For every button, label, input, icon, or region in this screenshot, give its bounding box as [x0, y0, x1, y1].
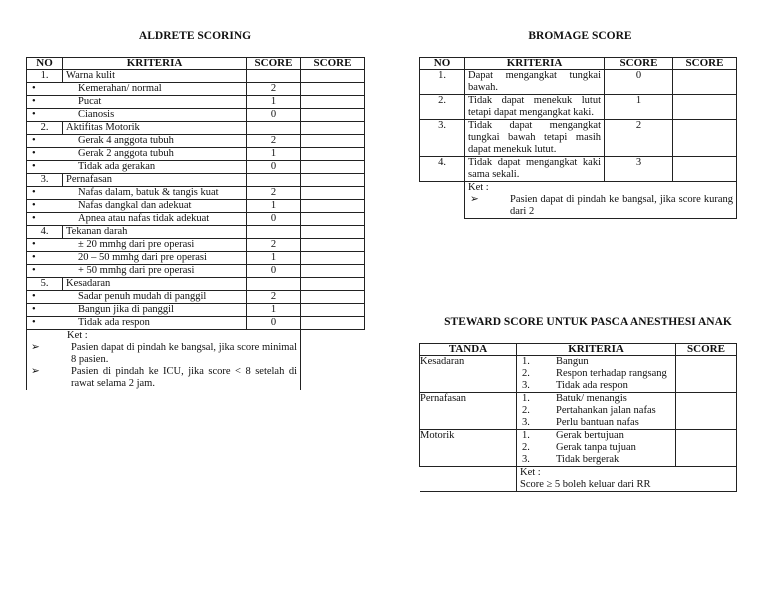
criteria-cell	[27, 187, 247, 200]
section-name: Aktifitas Motorik	[63, 122, 247, 135]
criteria-item	[30, 96, 243, 108]
bullet-icon: •	[32, 83, 36, 94]
bullet-icon: •	[32, 148, 36, 159]
section-number: 1.	[27, 70, 63, 83]
section-number: 3.	[27, 174, 63, 187]
score-cell-2	[673, 70, 737, 95]
score-cell-2	[301, 317, 365, 330]
item-number: 3.	[522, 417, 530, 428]
score-value: 2	[247, 83, 301, 96]
criteria-text: Tidak ada respon	[78, 317, 150, 328]
item-number: 2.	[522, 368, 530, 379]
bullet-icon: •	[32, 213, 36, 224]
section-name: Warna kulit	[63, 70, 247, 83]
score-cell	[247, 174, 301, 187]
item-number: 2.	[522, 442, 530, 453]
aldrete-header-row	[27, 58, 365, 70]
score-value: 2	[247, 187, 301, 200]
score-value: 3	[605, 157, 673, 182]
criteria-row	[27, 109, 365, 122]
note-cell	[27, 330, 301, 391]
criteria-text: Nafas dangkal dan adekuat	[78, 200, 192, 211]
criteria-cell	[27, 291, 247, 304]
score-cell-2	[301, 83, 365, 96]
header-no: NO	[420, 58, 465, 70]
score-cell-2	[301, 200, 365, 213]
steward-title: STEWARD SCORE UNTUK PASCA ANESTHESI ANAK	[444, 316, 732, 328]
score-cell-2	[673, 157, 737, 182]
criteria-cell	[27, 239, 247, 252]
criteria-row	[420, 120, 737, 157]
criteria-row	[420, 157, 737, 182]
score-cell-2	[301, 148, 365, 161]
bullet-icon: •	[32, 291, 36, 302]
criteria-item	[30, 109, 243, 121]
bullet-icon: •	[32, 200, 36, 211]
criteria-row	[27, 96, 365, 109]
row-number: 1.	[420, 70, 465, 95]
score-cell	[676, 430, 737, 467]
item-number: 3.	[522, 454, 530, 465]
item-number: 1.	[522, 430, 530, 441]
score-cell	[247, 70, 301, 83]
section-row	[27, 122, 365, 135]
header-score: SCORE	[247, 58, 301, 70]
item-number: 2.	[522, 405, 530, 416]
criteria-text: Tidak ada gerakan	[78, 161, 156, 172]
criteria-text: Tidak bergerak	[556, 454, 620, 465]
section-row	[27, 70, 365, 83]
score-value: 1	[247, 96, 301, 109]
note-line	[468, 194, 733, 218]
score-cell	[247, 278, 301, 291]
criteria-row	[27, 317, 365, 330]
score-cell-2	[301, 161, 365, 174]
header-tanda: TANDA	[420, 344, 517, 356]
criteria-text: Bangun jika di panggil	[78, 304, 174, 315]
score-value: 0	[605, 70, 673, 95]
note-spacer	[420, 182, 465, 219]
criteria-cell	[27, 304, 247, 317]
criteria-group-row	[420, 393, 737, 430]
score-cell-2	[301, 122, 365, 135]
score-cell-2	[301, 291, 365, 304]
criteria-item	[30, 161, 243, 173]
score-value: 2	[247, 239, 301, 252]
bullet-icon: •	[32, 161, 36, 172]
criteria-cell	[27, 148, 247, 161]
criteria-text: Pertahankan jalan nafas	[556, 405, 656, 416]
bullet-icon: •	[32, 317, 36, 328]
row-number: 2.	[420, 95, 465, 120]
score-cell-2	[301, 174, 365, 187]
criteria-text: Tidak ada respon	[556, 380, 628, 391]
item-number: 1.	[522, 356, 530, 367]
criteria-item	[520, 442, 672, 454]
section-name: Tekanan darah	[63, 226, 247, 239]
header-kriteria: KRITERIA	[465, 58, 605, 70]
header-score-2: SCORE	[673, 58, 737, 70]
criteria-row	[27, 213, 365, 226]
header-no: NO	[27, 58, 63, 70]
note-line	[29, 366, 297, 390]
score-cell-2	[301, 239, 365, 252]
note-cell	[517, 467, 737, 492]
criteria-row	[420, 95, 737, 120]
criteria-text: Gerak 2 anggota tubuh	[78, 148, 174, 159]
criteria-item	[30, 135, 243, 147]
row-number: 4.	[420, 157, 465, 182]
criteria-item	[30, 252, 243, 264]
criteria-group-row	[420, 356, 737, 393]
criteria-cell	[27, 161, 247, 174]
score-cell-2	[301, 265, 365, 278]
criteria-text: Kemerahan/ normal	[78, 83, 162, 94]
criteria-text: Dapat mengangkat tungkai bawah.	[465, 70, 605, 95]
criteria-text: + 50 mmhg dari pre operasi	[78, 265, 195, 276]
criteria-row	[27, 187, 365, 200]
criteria-text: Gerak tanpa tujuan	[556, 442, 636, 453]
criteria-text: Nafas dalam, batuk & tangis kuat	[78, 187, 219, 198]
criteria-item	[30, 200, 243, 212]
score-cell-2	[301, 226, 365, 239]
section-name: Pernafasan	[63, 174, 247, 187]
criteria-cell	[27, 213, 247, 226]
score-cell-2	[301, 252, 365, 265]
arrow-icon: ➢	[31, 342, 40, 353]
score-cell	[676, 393, 737, 430]
aldrete-table	[26, 57, 365, 390]
arrow-icon: ➢	[470, 194, 479, 205]
criteria-cell	[27, 135, 247, 148]
score-value: 1	[247, 304, 301, 317]
criteria-item	[520, 405, 672, 417]
section-name: Kesadaran	[63, 278, 247, 291]
score-value: 0	[247, 213, 301, 226]
bullet-icon: •	[32, 239, 36, 250]
criteria-row	[420, 70, 737, 95]
score-cell-2	[301, 278, 365, 291]
bullet-icon: •	[32, 304, 36, 315]
score-cell-2	[301, 70, 365, 83]
item-number: 1.	[522, 393, 530, 404]
criteria-cell	[27, 96, 247, 109]
criteria-row	[27, 148, 365, 161]
criteria-row	[27, 252, 365, 265]
score-value: 2	[247, 135, 301, 148]
criteria-row	[27, 200, 365, 213]
criteria-row	[27, 291, 365, 304]
section-number: 2.	[27, 122, 63, 135]
bullet-icon: •	[32, 96, 36, 107]
header-kriteria: KRITERIA	[517, 344, 676, 356]
score-value: 0	[247, 161, 301, 174]
section-row	[27, 278, 365, 291]
criteria-cell	[517, 430, 676, 467]
bromage-header-row	[420, 58, 737, 70]
header-kriteria: KRITERIA	[63, 58, 247, 70]
score-value: 1	[247, 200, 301, 213]
score-cell	[247, 122, 301, 135]
criteria-cell	[27, 83, 247, 96]
criteria-item	[520, 430, 672, 442]
criteria-text: Apnea atau nafas tidak adekuat	[78, 213, 210, 224]
criteria-text: Gerak bertujuan	[556, 430, 624, 441]
note-spacer	[420, 467, 517, 492]
section-row	[27, 174, 365, 187]
criteria-row	[27, 135, 365, 148]
criteria-item	[30, 265, 243, 277]
criteria-text: Tidak dapat mengangkat tungkai bawah tetapi masih dapat menekuk lutut.	[465, 120, 605, 157]
row-number: 3.	[420, 120, 465, 157]
score-value: 2	[605, 120, 673, 157]
note-label: Ket :	[67, 330, 88, 341]
criteria-cell	[27, 252, 247, 265]
score-value: 0	[247, 317, 301, 330]
bullet-icon: •	[32, 187, 36, 198]
section-number: 4.	[27, 226, 63, 239]
criteria-item	[520, 356, 672, 368]
criteria-row	[27, 83, 365, 96]
sign-name: Kesadaran	[420, 356, 517, 393]
note-text: Pasien dapat di pindah ke bangsal, jika score minimal 8 pasien.	[71, 342, 297, 365]
score-cell-2	[301, 213, 365, 226]
criteria-row	[27, 304, 365, 317]
criteria-text: Cianosis	[78, 109, 115, 120]
bromage-title: BROMAGE SCORE	[528, 30, 632, 42]
score-cell-2	[301, 330, 365, 391]
criteria-text: 20 – 50 mmhg dari pre operasi	[78, 252, 207, 263]
criteria-cell	[27, 317, 247, 330]
aldrete-title: ALDRETE SCORING	[138, 30, 252, 42]
bullet-icon: •	[32, 265, 36, 276]
criteria-cell	[517, 356, 676, 393]
criteria-text: Batuk/ menangis	[556, 393, 627, 404]
arrow-icon: ➢	[31, 366, 40, 377]
score-cell-2	[301, 109, 365, 122]
bullet-icon: •	[32, 135, 36, 146]
criteria-text: Pucat	[78, 96, 102, 107]
criteria-text: Sadar penuh mudah di panggil	[78, 291, 207, 302]
criteria-item	[30, 187, 243, 199]
steward-table	[419, 343, 737, 492]
criteria-text: Tidak dapat menekuk lutut tetapi dapat mengangkat kaki.	[465, 95, 605, 120]
criteria-row	[27, 161, 365, 174]
criteria-text: Tidak dapat mengangkat kaki sama sekali.	[465, 157, 605, 182]
criteria-item	[30, 291, 243, 303]
score-cell-2	[301, 187, 365, 200]
header-score: SCORE	[676, 344, 737, 356]
item-number: 3.	[522, 380, 530, 391]
criteria-item	[520, 380, 672, 392]
note-text: Score ≥ 5 boleh keluar dari RR	[520, 479, 651, 490]
criteria-text: Perlu bantuan nafas	[556, 417, 639, 428]
note-text: Pasien di pindah ke ICU, jika score < 8 setelah di rawat selama 2 jam.	[71, 366, 297, 389]
note-row	[27, 330, 365, 391]
score-value: 0	[247, 109, 301, 122]
criteria-group-row	[420, 430, 737, 467]
criteria-item	[520, 368, 672, 380]
note-label: Ket :	[468, 182, 489, 193]
score-cell-2	[301, 135, 365, 148]
criteria-item	[30, 83, 243, 95]
note-row	[420, 467, 737, 492]
note-label: Ket :	[520, 467, 541, 478]
score-value: 1	[247, 252, 301, 265]
header-score-2: SCORE	[301, 58, 365, 70]
criteria-text: ± 20 mmhg dari pre operasi	[78, 239, 195, 250]
note-line	[29, 342, 297, 366]
criteria-item	[520, 417, 672, 429]
bullet-icon: •	[32, 252, 36, 263]
note-cell	[465, 182, 737, 219]
criteria-cell	[27, 109, 247, 122]
note-text: Pasien dapat di pindah ke bangsal, jika score kurang dari 2	[510, 194, 733, 217]
score-cell-2	[301, 96, 365, 109]
criteria-item	[30, 304, 243, 316]
criteria-cell	[517, 393, 676, 430]
criteria-text: Gerak 4 anggota tubuh	[78, 135, 174, 146]
sign-name: Pernafasan	[420, 393, 517, 430]
criteria-item	[520, 454, 672, 466]
bullet-icon: •	[32, 109, 36, 120]
criteria-text: Bangun	[556, 356, 589, 367]
score-cell-2	[673, 95, 737, 120]
sign-name: Motorik	[420, 430, 517, 467]
score-value: 1	[605, 95, 673, 120]
bromage-table	[419, 57, 737, 219]
criteria-cell	[27, 200, 247, 213]
header-score: SCORE	[605, 58, 673, 70]
score-value: 1	[247, 148, 301, 161]
criteria-cell	[27, 265, 247, 278]
score-cell-2	[673, 120, 737, 157]
score-cell-2	[301, 304, 365, 317]
criteria-text: Respon terhadap rangsang	[556, 368, 667, 379]
section-number: 5.	[27, 278, 63, 291]
score-value: 2	[247, 291, 301, 304]
criteria-item	[520, 393, 672, 405]
note-row	[420, 182, 737, 219]
score-cell	[247, 226, 301, 239]
score-cell	[676, 356, 737, 393]
section-row	[27, 226, 365, 239]
criteria-item	[30, 239, 243, 251]
criteria-item	[30, 317, 243, 329]
criteria-row	[27, 239, 365, 252]
score-value: 0	[247, 265, 301, 278]
criteria-row	[27, 265, 365, 278]
criteria-item	[30, 148, 243, 160]
criteria-item	[30, 213, 243, 225]
steward-header-row	[420, 344, 737, 356]
